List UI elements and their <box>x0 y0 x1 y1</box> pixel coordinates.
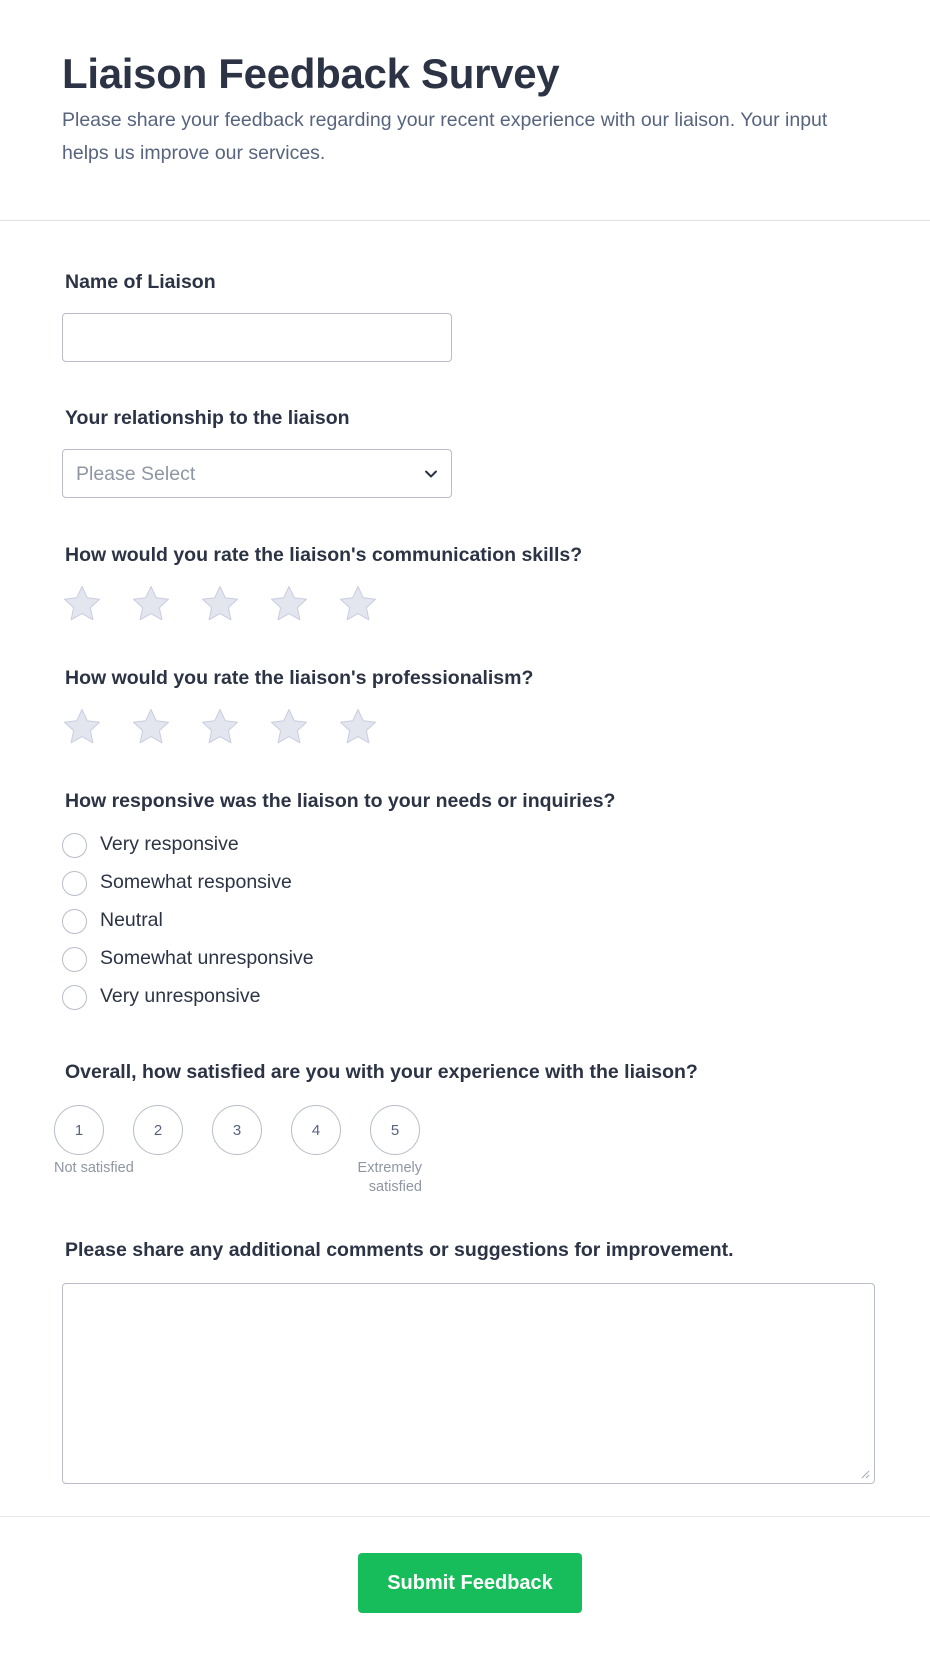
relationship-selected-value: Please Select <box>76 463 196 485</box>
form-header <box>0 0 930 221</box>
communication-rating-label: How would you rate the liaison's communication skills? <box>65 544 583 566</box>
radio-button[interactable] <box>62 833 87 858</box>
form-title: Liaison Feedback Survey <box>62 50 560 97</box>
star-icon[interactable] <box>200 584 240 624</box>
scale-option-2[interactable]: 2 <box>133 1105 183 1155</box>
scale-max-caption-line1: Extremely <box>357 1160 422 1176</box>
star-icon[interactable] <box>338 584 378 624</box>
chevron-down-icon <box>421 464 441 484</box>
radio-button[interactable] <box>62 871 87 896</box>
resize-handle-icon[interactable] <box>860 1469 870 1479</box>
relationship-dropdown[interactable] <box>62 449 452 498</box>
radio-option-label: Somewhat responsive <box>100 871 292 893</box>
relationship-label: Your relationship to the liaison <box>65 407 350 429</box>
liaison-name-label: Name of Liaison <box>65 271 216 293</box>
star-icon[interactable] <box>62 584 102 624</box>
scale-option-4[interactable]: 4 <box>291 1105 341 1155</box>
star-icon[interactable] <box>131 707 171 747</box>
liaison-name-input[interactable] <box>62 313 452 362</box>
radio-option-label: Very responsive <box>100 833 239 855</box>
scale-min-caption: Not satisfied <box>54 1160 134 1176</box>
submit-feedback-button[interactable]: Submit Feedback <box>358 1553 582 1613</box>
comments-textarea[interactable] <box>62 1283 875 1484</box>
footer-divider <box>0 1516 930 1517</box>
scale-max-caption <box>322 1159 422 1197</box>
radio-option-label: Somewhat unresponsive <box>100 947 314 969</box>
star-icon[interactable] <box>131 584 171 624</box>
radio-option-label: Very unresponsive <box>100 985 261 1007</box>
responsiveness-label: How responsive was the liaison to your needs or inquiries? <box>65 790 616 812</box>
star-icon[interactable] <box>338 707 378 747</box>
radio-button[interactable] <box>62 909 87 934</box>
satisfaction-label: Overall, how satisfied are you with your experience with the liaison? <box>65 1061 698 1083</box>
scale-option-5[interactable]: 5 <box>370 1105 420 1155</box>
scale-option-1[interactable]: 1 <box>54 1105 104 1155</box>
radio-button[interactable] <box>62 985 87 1010</box>
scale-option-3[interactable]: 3 <box>212 1105 262 1155</box>
scale-max-caption-line2: satisfied <box>368 1179 422 1195</box>
radio-button[interactable] <box>62 947 87 972</box>
professionalism-rating-label: How would you rate the liaison's professionalism? <box>65 667 534 689</box>
radio-option-label: Neutral <box>100 909 163 931</box>
star-icon[interactable] <box>200 707 240 747</box>
star-icon[interactable] <box>269 584 309 624</box>
star-icon[interactable] <box>62 707 102 747</box>
star-icon[interactable] <box>269 707 309 747</box>
form-subtitle: Please share your feedback regarding your recent experience with our liaison. Your input helps us improve our services. <box>62 109 828 164</box>
comments-label: Please share any additional comments or suggestions for improvement. <box>65 1239 734 1261</box>
